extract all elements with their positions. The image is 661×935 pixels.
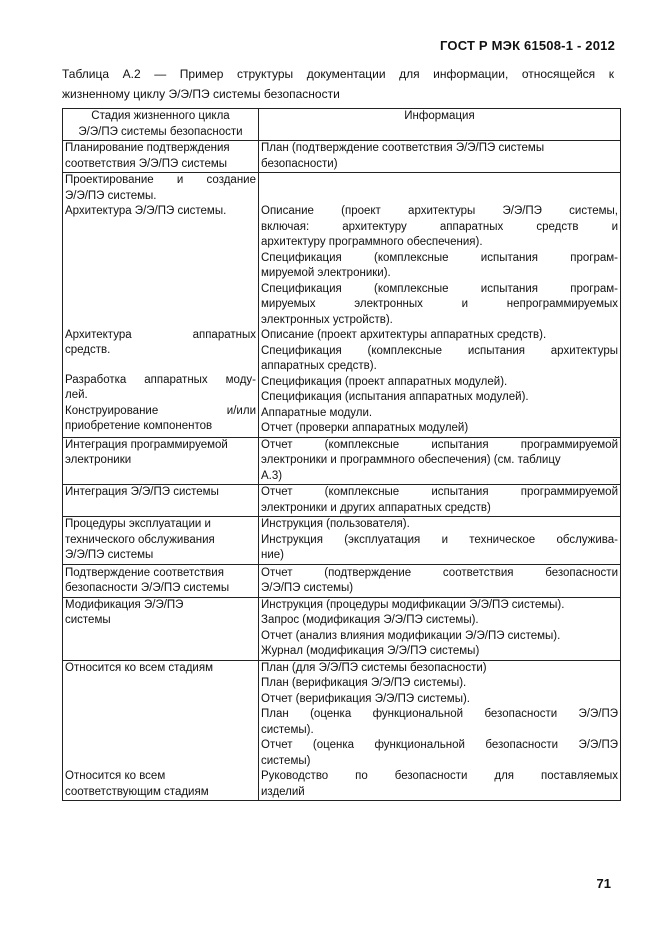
text-line: электроники и других аппаратных средств) xyxy=(261,501,491,514)
stage-cell xyxy=(63,597,259,660)
text-line: системы xyxy=(65,614,111,626)
text-line: Инструкция (эксплуатация и техническое обслужива- xyxy=(261,533,618,546)
page-number: 71 xyxy=(596,876,611,891)
text-line: План (подтверждение соответствия Э/Э/ПЭ системы xyxy=(261,142,545,154)
text-line: Процедуры эксплуатации и xyxy=(65,518,211,530)
stage-cell xyxy=(63,437,259,485)
text-line: лей. xyxy=(65,389,88,401)
text-line: Э/Э/ПЭ системы) xyxy=(261,582,354,594)
table-row xyxy=(63,485,621,517)
spacer xyxy=(65,676,256,769)
text-line: Относится ко всем стадиям xyxy=(65,661,213,674)
text-line: Спецификация (испытания аппаратных модулей). xyxy=(261,391,529,403)
stage-cell xyxy=(63,660,259,801)
spacer xyxy=(65,359,256,373)
text-line: Спецификация (комплексные испытания архитектуры xyxy=(261,344,618,357)
text-line: Разработка аппаратных моду- xyxy=(65,373,256,386)
table-caption xyxy=(62,64,614,104)
text-line: План (для Э/Э/ПЭ системы безопасности) xyxy=(261,661,487,674)
caption-line-1: Таблица А.2 — Пример структуры документации для информации, относящейся к xyxy=(62,67,614,81)
text-line: Конструирование и/или xyxy=(65,404,256,417)
caption-line-2: жизненному циклу Э/Э/ПЭ системы безопасности xyxy=(62,87,340,101)
header-stage-line: Стадия жизненного цикла xyxy=(91,110,230,122)
text-line: А.3) xyxy=(261,469,283,482)
table-row xyxy=(63,660,621,801)
text-line: Руководство по безопасности для поставляемых xyxy=(261,770,618,782)
text-line: Архитектура Э/Э/ПЭ системы. xyxy=(65,205,227,217)
text-line: мируемой электроники). xyxy=(261,267,391,279)
header-info: Информация xyxy=(259,109,621,141)
text-line: электроники xyxy=(65,454,132,466)
text-line: безопасности) xyxy=(261,157,338,170)
text-line: Отчет (оценка функциональной безопасности Э/Э/ПЭ xyxy=(261,739,618,751)
text-line: ние) xyxy=(261,549,284,561)
info-cell xyxy=(259,173,621,438)
text-line: Журнал (модификация Э/Э/ПЭ системы) xyxy=(261,645,480,657)
text-line: Спецификация (комплексные испытания програм- xyxy=(261,251,618,264)
info-cell xyxy=(259,485,621,517)
text-line: мируемых электронных и непрограммируемых xyxy=(261,298,618,310)
header-stage-line: Э/Э/ПЭ системы безопасности xyxy=(78,125,243,138)
text-line: Планирование подтверждения xyxy=(65,142,230,154)
text-line: Инструкция (процедуры модификации Э/Э/ПЭ системы). xyxy=(261,598,565,611)
text-line: Запрос (модификация Э/Э/ПЭ системы). xyxy=(261,614,479,626)
header-stage xyxy=(63,109,259,141)
text-line: электронных устройств). xyxy=(261,313,393,326)
text-line: Инструкция (пользователя). xyxy=(261,518,410,530)
info-cell xyxy=(259,437,621,485)
text-line: приобретение компонентов xyxy=(65,420,213,432)
text-line: План (оценка функциональной безопасности Э/Э/ПЭ xyxy=(261,708,618,720)
stage-cell xyxy=(63,141,259,173)
text-line: Спецификация (проект аппаратных модулей). xyxy=(261,375,508,388)
text-line: Отчет (комплексные испытания программируемой xyxy=(261,486,618,498)
text-line: Отчет (подтверждение соответствия безопасности xyxy=(261,566,618,579)
text-line: Архитектура аппаратных xyxy=(65,328,256,341)
text-line: Описание (проект архитектуры аппаратных средств). xyxy=(261,329,547,341)
text-line: Аппаратные модули. xyxy=(261,406,373,419)
text-line: Модификация Э/Э/ПЭ xyxy=(65,598,184,611)
text-line: Относится ко всем xyxy=(65,770,166,782)
text-line: аппаратных средств). xyxy=(261,360,377,372)
documentation-table xyxy=(62,108,621,801)
stage-cell: Интеграция Э/Э/ПЭ системы xyxy=(63,485,259,517)
text-line: изделий xyxy=(261,785,305,798)
table-header-row xyxy=(63,109,621,141)
text-line: Э/Э/ПЭ системы xyxy=(65,549,154,561)
text-line: Отчет (комплексные испытания программируемой xyxy=(261,438,618,451)
info-cell xyxy=(259,141,621,173)
text-line: архитектуру программного обеспечения). xyxy=(261,236,483,248)
text-line: Отчет (верификация Э/Э/ПЭ системы). xyxy=(261,692,471,705)
text-line: Подтверждение соответствия xyxy=(65,566,224,579)
info-cell xyxy=(259,517,621,598)
stage-cell xyxy=(63,517,259,598)
text-line: технического обслуживания xyxy=(65,533,215,546)
spacer xyxy=(261,173,618,204)
text-line: Описание (проект архитектуры Э/Э/ПЭ системы, xyxy=(261,205,618,217)
text-line: Интеграция программируемой xyxy=(65,438,228,451)
info-cell xyxy=(259,660,621,801)
table-row xyxy=(63,517,621,598)
text-line: Э/Э/ПЭ системы. xyxy=(65,189,157,202)
text-line: включая: архитектуру аппаратных средств и xyxy=(261,220,618,233)
text-line: План (верификация Э/Э/ПЭ системы). xyxy=(261,677,467,689)
text-line: соответствующим стадиям xyxy=(65,785,209,798)
table-row xyxy=(63,597,621,660)
spacer xyxy=(65,220,256,328)
info-cell xyxy=(259,597,621,660)
text-line: Отчет (анализ влияния модификации Э/Э/ПЭ системы). xyxy=(261,629,561,642)
text-line: безопасности Э/Э/ПЭ системы xyxy=(65,582,230,594)
text-line: электроники и программного обеспечения) (см. таблицу xyxy=(261,454,561,466)
text-line: системы) xyxy=(261,754,311,767)
text-line: системы). xyxy=(261,723,314,736)
text-line: соответствия Э/Э/ПЭ системы xyxy=(65,157,228,170)
text-line: Спецификация (комплексные испытания програм- xyxy=(261,282,618,295)
table-row xyxy=(63,141,621,173)
stage-cell xyxy=(63,173,259,438)
document-header: ГОСТ Р МЭК 61508-1 - 2012 xyxy=(439,38,615,53)
text-line: средств. xyxy=(65,344,111,356)
table-row xyxy=(63,173,621,438)
text-line: Отчет (проверки аппаратных модулей) xyxy=(261,422,469,434)
text-line: Проектирование и создание xyxy=(65,174,256,186)
table-row xyxy=(63,437,621,485)
